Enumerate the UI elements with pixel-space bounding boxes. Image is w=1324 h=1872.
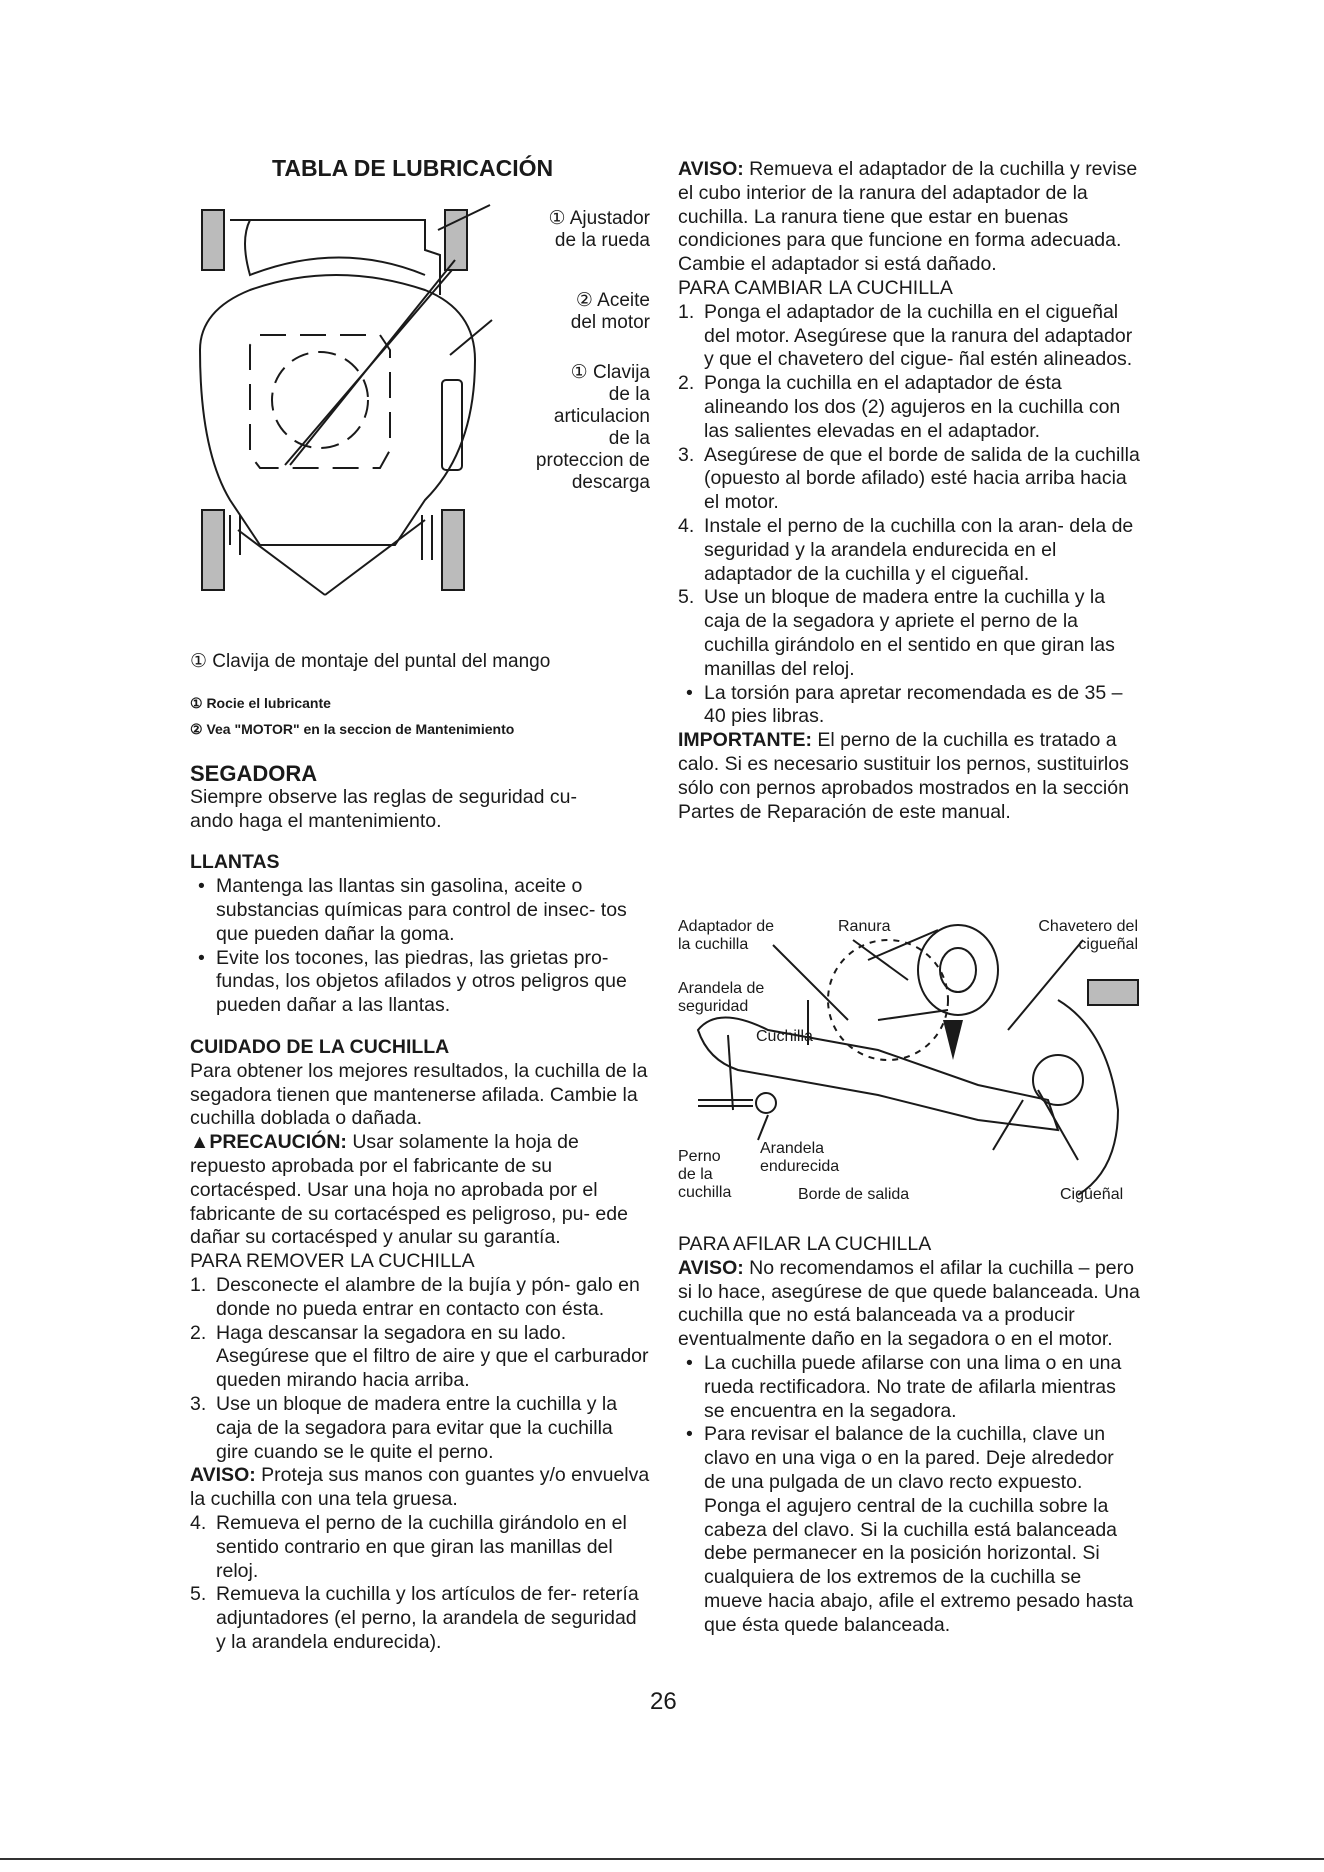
change-step: 2. Ponga la cuchilla en el adaptador de ésta alineando los dos (2) agujeros en la cuchilla con las salientes elevadas en el adaptador. — [678, 372, 1121, 442]
label-ciguenal: Cigüeñal — [1060, 1186, 1124, 1203]
aviso-text: Proteja sus manos con guantes y/o envuelva la cuchilla con una tela gruesa. — [190, 1464, 650, 1511]
change-step: 4. Instale el perno de la cuchilla con la aran- dela de seguridad y la arandela endurecida en el adaptador de la cuchilla y el cigueñal. — [678, 514, 1134, 585]
remove-step: 1. Desconecte el alambre de la bujía y pón- galo en donde no pueda entrar en contacto con ésta. — [190, 1273, 640, 1320]
label-adaptador: Adaptador de la cuchilla — [678, 918, 775, 953]
aviso1-text: Remueva el adaptador de la cuchilla y revise el cubo interior de la ranura del adaptador de la cuchilla. La ranura tiene que estar en buenas condiciones para que funcione en forma adecuada. Cambie el adaptador si está dañado. — [678, 158, 1138, 276]
change-heading: PARA CAMBIAR LA CUCHILLA — [678, 276, 953, 299]
label-perno: Perno de la cuchilla — [678, 1148, 732, 1201]
aviso1-label: AVISO: — [678, 158, 744, 180]
change-step: 3. Asegúrese de que el borde de salida de la cuchilla (opuesto al borde afilado) esté hacia arriba hacia el motor. — [678, 443, 1140, 514]
important-label: IMPORTANTE: — [678, 729, 812, 752]
cuidado-heading: CUIDADO DE LA CUCHILLA — [190, 1035, 450, 1058]
precaucion-paragraph — [190, 1131, 650, 1250]
label-borde: Borde de salida — [798, 1186, 910, 1203]
remove-step: 2. Haga descansar la segadora en su lado. Asegúrese que el filtro de aire y que el carburador queden mirando hacia arriba. — [190, 1321, 649, 1392]
segadora-heading: SEGADORA — [190, 761, 318, 786]
important-text: El perno de la cuchilla es tratado a calo. Si es necesario sustituir los pernos, sustituirlos sólo con pernos aprobados mostrados en la sección Partes de Reparación de este manual. — [678, 729, 1129, 823]
important-paragraph — [678, 729, 1140, 824]
callout-handle-pin: ① Clavija de montaje del puntal del mango — [190, 651, 551, 672]
callout-discharge-pin: ① Clavija de la articulacion de la proteccion de descarga — [535, 362, 650, 493]
remove-step: 3. Use un bloque de madera entre la cuchilla y la caja de la segadora para evitar que la cuchilla gire cuando se le quite el perno. — [190, 1392, 618, 1463]
precaucion-text: Usar solamente la hoja de repuesto aprobada por el fabricante de su cortacésped. Usar una hoja no aprobada por el fabricante de su cortacésped es peligroso, pu- ede dañar su cortacésped y anular su garantía. — [190, 1131, 628, 1249]
right-column-top — [678, 158, 1140, 824]
aviso-paragraph — [190, 1464, 650, 1512]
aviso2-paragraph — [678, 1257, 1140, 1352]
sharpen-bullet: • La cuchilla puede afilarse con una lima o en una rueda rectificadora. No trate de afilarla mientras se encuentra en la segadora. — [678, 1352, 1140, 1423]
change-step: 1. Ponga el adaptador de la cuchilla en el cigueñal del motor. Asegúrese que la ranura del adaptador y que el chavetero del cigue- ñal estén alineados. — [678, 300, 1133, 371]
callout-engine-oil: ② Aceite del motor — [570, 290, 650, 333]
legend-motor: ② Vea "MOTOR" en la seccion de Mantenimiento — [190, 721, 515, 737]
llantas-heading: LLANTAS — [190, 851, 280, 874]
label-chavetero: Chavetero del cigueñal — [1038, 918, 1138, 953]
precaucion-label: PRECAUCIÓN: — [209, 1131, 347, 1154]
left-column — [190, 762, 650, 1655]
aviso-label: AVISO: — [190, 1464, 256, 1487]
segadora-text: Siempre observe las reglas de seguridad cu- ando haga el mantenimiento. — [190, 785, 577, 832]
llantas-bullet: • Evite los tocones, las piedras, las grietas pro- fundas, los objetos afilados y otros peligros que pueden dañar a las llantas. — [190, 947, 650, 1018]
cuidado-text: Para obtener los mejores resultados, la cuchilla de la segadora tienen que mantenerse afilada. Cambie la cuchilla doblada o dañada. — [190, 1059, 648, 1130]
right-column-bottom — [678, 1233, 1140, 1638]
label-arandela-endurecida: Arandela endurecida — [760, 1140, 840, 1175]
page-bottom-rule — [0, 1858, 1324, 1860]
aviso1-paragraph — [678, 158, 1140, 277]
label-arandela-seguridad: Arandela de seguridad — [678, 980, 765, 1015]
remove-step: 5. Remueva la cuchilla y los artículos de fer- retería adjuntadores (el perno, la arandela de seguridad y la arandela endurecida). — [190, 1583, 639, 1653]
remove-step: 4. Remueva el perno de la cuchilla girándolo en el sentido contrario en que giran las manillas del reloj. — [190, 1511, 627, 1582]
warning-triangle-icon: ▲ — [190, 1131, 210, 1154]
callout-wheel-adjuster: ① Ajustador de la rueda — [548, 208, 650, 251]
aviso2-label: AVISO: — [678, 1256, 744, 1279]
lubrication-title: TABLA DE LUBRICACIÓN — [272, 155, 554, 181]
label-cuchilla: Cuchilla — [756, 1028, 813, 1045]
sharpen-bullet: • Para revisar el balance de la cuchilla, clave un clavo en una viga o en la pared. Deje alrededor de una pulgada de un clavo recto expuesto. Ponga el agujero central de la cuchilla sobre la cabeza del clavo. Si la cuchilla está balanceada debe permanecer en la posición horizontal. Si cualquiera de los extremos de la cuchilla se mueve hacia abajo, afile el extremo pesado hasta que ésta quede balanceada. — [678, 1423, 1140, 1637]
page-number: 26 — [650, 1688, 677, 1715]
label-ranura: Ranura — [838, 918, 891, 935]
change-step: 5. Use un bloque de madera entre la cuchilla y la caja de la segadora y apriete el perno de la cuchilla girándolo en el sentido en que giran las manillas del reloj. — [678, 586, 1115, 680]
aviso2-text: No recomendamos el afilar la cuchilla – pero si lo hace, asegúrese de que quede balanceada. Una cuchilla que no está balanceada va a producir eventualmente daño en la segadora o en el motor. — [678, 1256, 1140, 1351]
torque-bullet: • La torsión para apretar recomendada es de 35 – 40 pies libras. — [678, 682, 1140, 730]
sharpen-heading: PARA AFILAR LA CUCHILLA — [678, 1233, 932, 1255]
legend-spray: ① Rocie el lubricante — [190, 695, 331, 711]
llantas-bullet: • Mantenga las llantas sin gasolina, aceite o substancias químicas para control de insec- tos que pueden dañar la goma. — [190, 875, 650, 946]
remove-heading: PARA REMOVER LA CUCHILLA — [190, 1250, 475, 1273]
